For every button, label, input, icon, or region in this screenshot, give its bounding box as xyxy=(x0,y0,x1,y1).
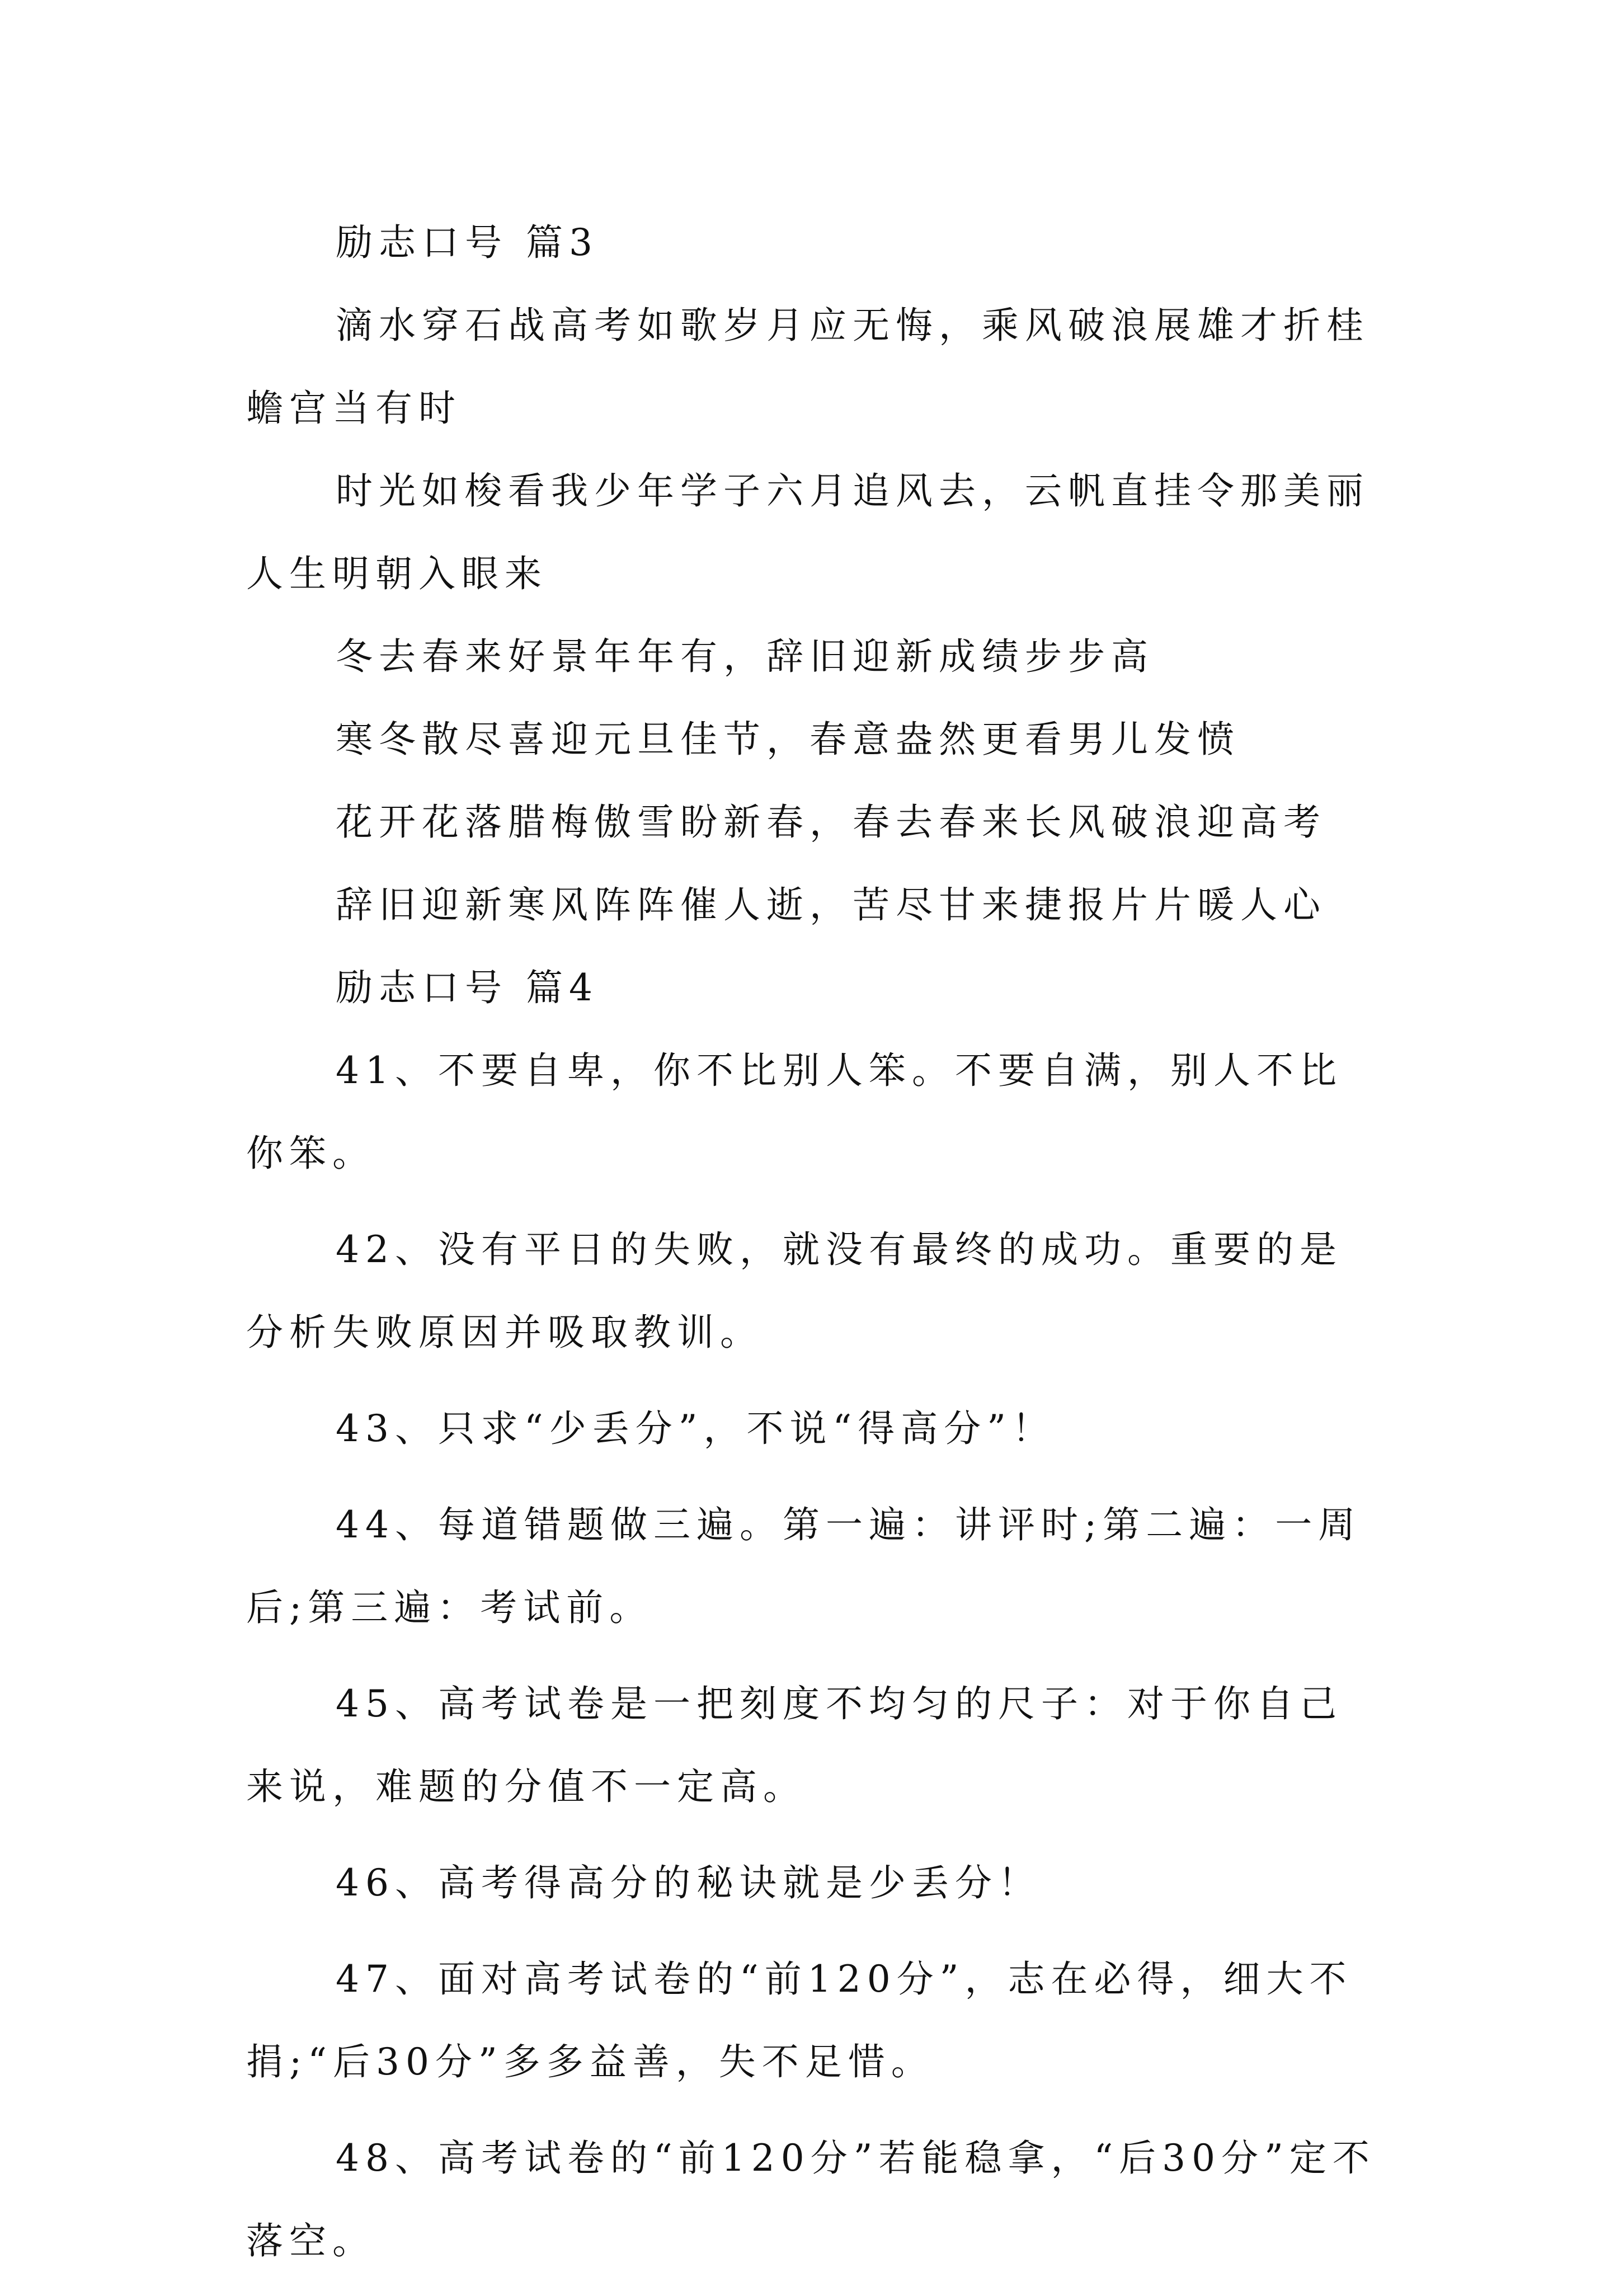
paragraph: 时光如梭看我少年学子六月追风去，云帆直挂令那美丽人生明朝入眼来 xyxy=(246,469,1369,595)
paragraph: 冬去春来好景年年有，辞旧迎新成绩步步高 xyxy=(336,635,1154,678)
list-item-48: 48、高考试卷的“前120分”若能稳拿，“后30分”定不落空。 xyxy=(246,2137,1376,2262)
list-item-45: 45、高考试卷是一把刻度不均匀的尺子：对于你自己来说，难题的分值不一定高。 xyxy=(246,1682,1343,1808)
section-heading-3: 励志口号 篇3 xyxy=(336,221,599,264)
paragraph: 滴水穿石战高考如歌岁月应无悔，乘风破浪展雄才折桂蟾宫当有时 xyxy=(246,304,1369,430)
list-item-41: 41、不要自卑，你不比别人笨。不要自满，别人不比你笨。 xyxy=(246,1049,1343,1175)
list-item-42: 42、没有平日的失败，就没有最终的成功。重要的是分析失败原因并吸取教训。 xyxy=(246,1228,1343,1354)
list-item-44: 44、每道错题做三遍。第一遍：讲评时;第二遍：一周后;第三遍：考试前。 xyxy=(246,1503,1362,1629)
paragraph: 辞旧迎新寒风阵阵催人逝，苦尽甘来捷报片片暖人心 xyxy=(336,883,1326,926)
list-item-43: 43、只求“少丢分”，不说“得高分”！ xyxy=(336,1407,1055,1450)
section-heading-4: 励志口号 篇4 xyxy=(336,966,599,1009)
document-body xyxy=(246,201,1376,2296)
list-item-47: 47、面对高考试卷的“前120分”，志在必得，细大不捐;“后30分”多多益善，失不足惜。 xyxy=(246,1958,1353,2083)
list-item-46: 46、高考得高分的秘诀就是少丢分！ xyxy=(336,1861,1041,1904)
paragraph: 花开花落腊梅傲雪盼新春，春去春来长风破浪迎高考 xyxy=(336,801,1326,844)
top-margin xyxy=(0,0,1619,201)
paragraph: 寒冬散尽喜迎元旦佳节，春意盎然更看男儿发愤 xyxy=(336,718,1240,761)
